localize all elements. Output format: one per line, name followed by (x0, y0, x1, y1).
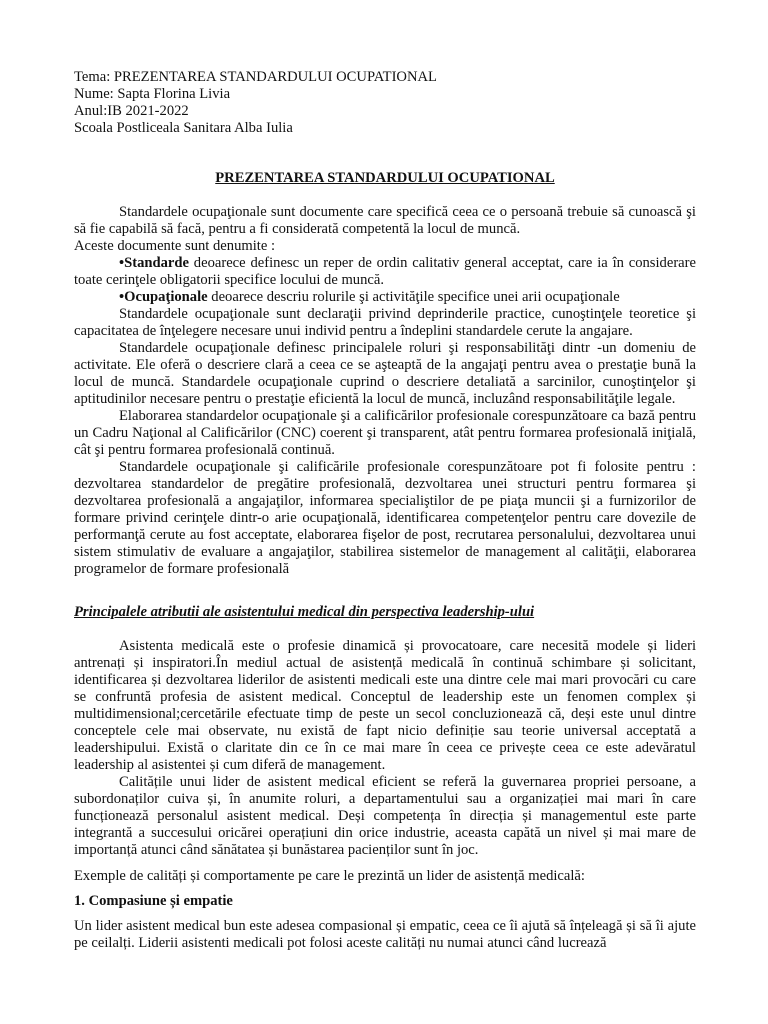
header-nume: Nume: Sapta Florina Livia (74, 86, 231, 102)
leadership-paragraph-2: Calitățile unui lider de asistent medical eficient se referă la guvernarea propriei persoane, a subordonaților cuiva și, în anumite roluri, a departamentului sau a organizației mai mari în care funcționează personalul asistent medical. Deși competența în direcția și managementul este parte integrantă a succesului oricărei operațiuni din orice industrie, aceasta capătă un nivel și mai mare de importanță atunci când sănătatea și bunăstarea pacienților sunt în joc. (74, 774, 696, 858)
document-title: PREZENTAREA STANDARDULUI OCUPATIONAL (215, 170, 555, 186)
intro-paragraph-1b: Aceste documente sunt denumite : (74, 238, 276, 254)
intro-section (74, 204, 696, 578)
bullet-ocupationale-text: deoarece descriu rolurile şi activităţile specifice unei arii ocupaţionale (207, 289, 620, 305)
heading-compasiune: 1. Compasiune și empatie (74, 893, 233, 909)
bullet-standarde-text: deoarece definesc un reper de ordin calitativ general acceptat, care ia în considerare toate cerinţele obligatorii specifice locului de muncă. (74, 255, 696, 288)
leadership-section (74, 604, 696, 952)
header-tema: Tema: PREZENTAREA STANDARDULUI OCUPATIONAL (74, 69, 437, 85)
intro-paragraph-5: Standardele ocupaţionale şi calificările profesionale corespunzătoare pot fi folosite pentru : dezvoltarea standardelor de pregătire profesională, dezvoltarea unei structuri pentru formarea şi dezvoltarea profesională a angajaţilor, informarea specialiştilor de pe piaţa muncii şi a furnizorilor de formare privind cerinţele dintr-o arie ocupaţională, identificarea competenţelor pentru care dovezile de performanţă cerute au fost acceptate, elaborarea fişelor de post, recrutarea personalului, dezvoltarea unui sistem stimulativ de evaluare a angajaţilor, stabilirea sistemelor de management al calităţii, elaborarea programelor de formare profesională (74, 459, 696, 577)
leadership-paragraph-4: Un lider asistent medical bun este adesea compasional și empatic, ceea ce îi ajută să înțeleagă și să îi ajute pe ceilalți. Liderii asistenti medicali pot folosi aceste calități nu numai atunci când lucrează (74, 918, 696, 951)
document-page (74, 69, 696, 951)
intro-paragraph-2: Standardele ocupaţionale sunt declaraţii privind deprinderile practice, cunoştinţele teoretice şi capacitatea de înţelegere necesare unui individ pentru a îndeplini standardele cerute la angajare. (74, 306, 696, 339)
leadership-paragraph-1: Asistenta medicală este o profesie dinamică și provocatoare, care necesită modele și lideri antrenați și inspiratori.În mediul actual de asistență medicală în continuă schimbare și solicitant, identificarea și dezvoltarea liderilor de asistenti medicali este una dintre cele mai mari provocări cu care se confruntă profesia de asistent medical. Conceptul de leadership este un fenomen complex și multidimensional;cercetările efectuate timp de peste un secol concluzionează că, deși este unul dintre conceptele cele mai observate, nu există de fapt nicio definiție sau teorie universal acceptată a leadershipului. Există o claritate din ce în ce mai mare în ceea ce privește ceea ce este adevăratul leadership al asistentei și cum diferă de management. (74, 638, 696, 773)
intro-paragraph-3: Standardele ocupaţionale definesc principalele roluri şi responsabilităţi dintr -un domeniu de activitate. Ele oferă o descriere clară a ceea ce se aşteaptă de la angajaţi pentru avea o prestaţie bună la locul de muncă. Standardele ocupaţionale cuprind o descriere detaliată a sarcinilor, cunoştinţelor şi aptitudinilor necesare pentru o prestaţie eficientă la locul de muncă, incluzând responsabilităţile legale. (74, 340, 696, 407)
intro-paragraph-4: Elaborarea standardelor ocupaţionale şi a calificărilor profesionale corespunzătoare ca bază pentru un Cadru Naţional al Calificărilor (CNC) coerent şi transparent, atât pentru formarea profesională iniţială, cât şi pentru formarea profesională continuă. (74, 408, 696, 458)
bullet-ocupationale (74, 289, 696, 306)
bullet-standarde (74, 255, 696, 289)
header-anul: Anul:IB 2021-2022 (74, 103, 189, 119)
bullet-standarde-term: •Standarde (119, 255, 189, 271)
bullet-ocupationale-term: •Ocupaţionale (119, 289, 208, 305)
header-scoala: Scoala Postliceala Sanitara Alba Iulia (74, 120, 293, 136)
section-title: Principalele atributii ale asistentului medical din perspectiva leadership-ului (74, 604, 535, 620)
leadership-paragraph-3: Exemple de calități și comportamente pe care le prezintă un lider de asistență medicală: (74, 868, 585, 884)
intro-paragraph-1: Standardele ocupaţionale sunt documente care specifică ceea ce o persoană trebuie să cunoască şi să fie capabilă să facă, pentru a fi considerată competentă la locul de muncă. (74, 204, 696, 237)
header-block (74, 69, 696, 137)
